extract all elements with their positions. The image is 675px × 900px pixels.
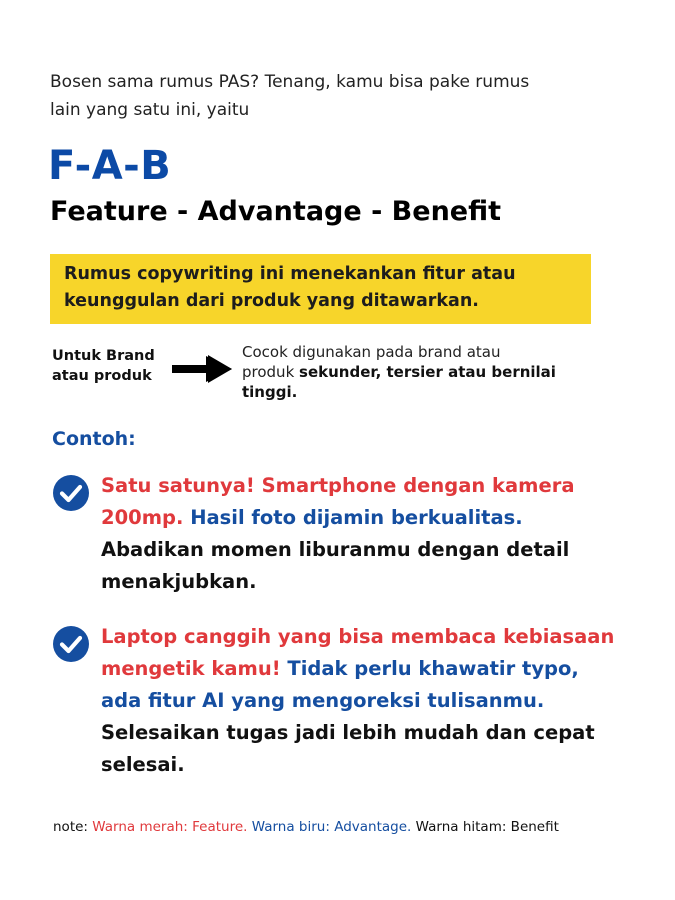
- note-blue-value: Advantage.: [334, 819, 412, 835]
- example-2-advantage: Tidak perlu khawatir typo, ada fitur AI yang mengoreksi tulisanmu.: [101, 657, 579, 712]
- color-note: [53, 817, 559, 837]
- note-blue-label: Warna biru:: [251, 819, 330, 835]
- right-arrow-icon: [170, 353, 236, 385]
- brand-label-line-2: atau produk: [52, 368, 152, 384]
- brand-desc-bold: sekunder, tersier atau bernilai: [299, 363, 556, 381]
- example-1-advantage: Hasil foto dijamin berkualitas.: [190, 506, 523, 529]
- brand-description: [242, 342, 602, 402]
- example-1-benefit: Abadikan momen liburanmu dengan detail menakjubkan.: [101, 538, 570, 593]
- brand-desc-normal: produk: [242, 363, 300, 381]
- highlight-box: [50, 254, 591, 324]
- brand-desc-line-2: [242, 362, 602, 382]
- brand-desc-line-3: [242, 382, 602, 402]
- brand-desc-line-1: Cocok digunakan pada brand atau: [242, 343, 501, 361]
- intro-line-1: Bosen sama rumus PAS? Tenang, kamu bisa pake rumus: [50, 72, 530, 92]
- check-circle-icon: [52, 474, 90, 512]
- contoh-heading: Contoh:: [52, 428, 136, 450]
- highlight-line-1: Rumus copywriting ini menekankan fitur atau: [64, 264, 516, 284]
- check-circle-icon: [52, 625, 90, 663]
- brand-label: [52, 346, 180, 386]
- example-1-feature: Satu satunya! Smartphone dengan kamera 200mp.: [101, 474, 575, 529]
- brand-desc-bold-2: tinggi.: [242, 383, 298, 401]
- note-red: Warna merah: Feature.: [92, 819, 248, 835]
- example-2-benefit: Selesaikan tugas jadi lebih mudah dan cepat selesai.: [101, 721, 595, 776]
- intro-line-2: lain yang satu ini, yaitu: [50, 100, 250, 120]
- page-subtitle: Feature - Advantage - Benefit: [50, 196, 502, 227]
- intro-text: [50, 68, 610, 124]
- note-prefix: note:: [53, 819, 88, 835]
- note-black: Warna hitam: Benefit: [415, 819, 559, 835]
- example-item-2: [101, 621, 621, 781]
- example-2-feature: Laptop canggih yang bisa membaca kebiasaan mengetik kamu!: [101, 625, 615, 680]
- page-title: F-A-B: [48, 143, 172, 189]
- brand-label-line-1: Untuk Brand: [52, 348, 155, 364]
- example-item-1: [101, 470, 621, 598]
- highlight-line-2: keunggulan dari produk yang ditawarkan.: [64, 291, 479, 311]
